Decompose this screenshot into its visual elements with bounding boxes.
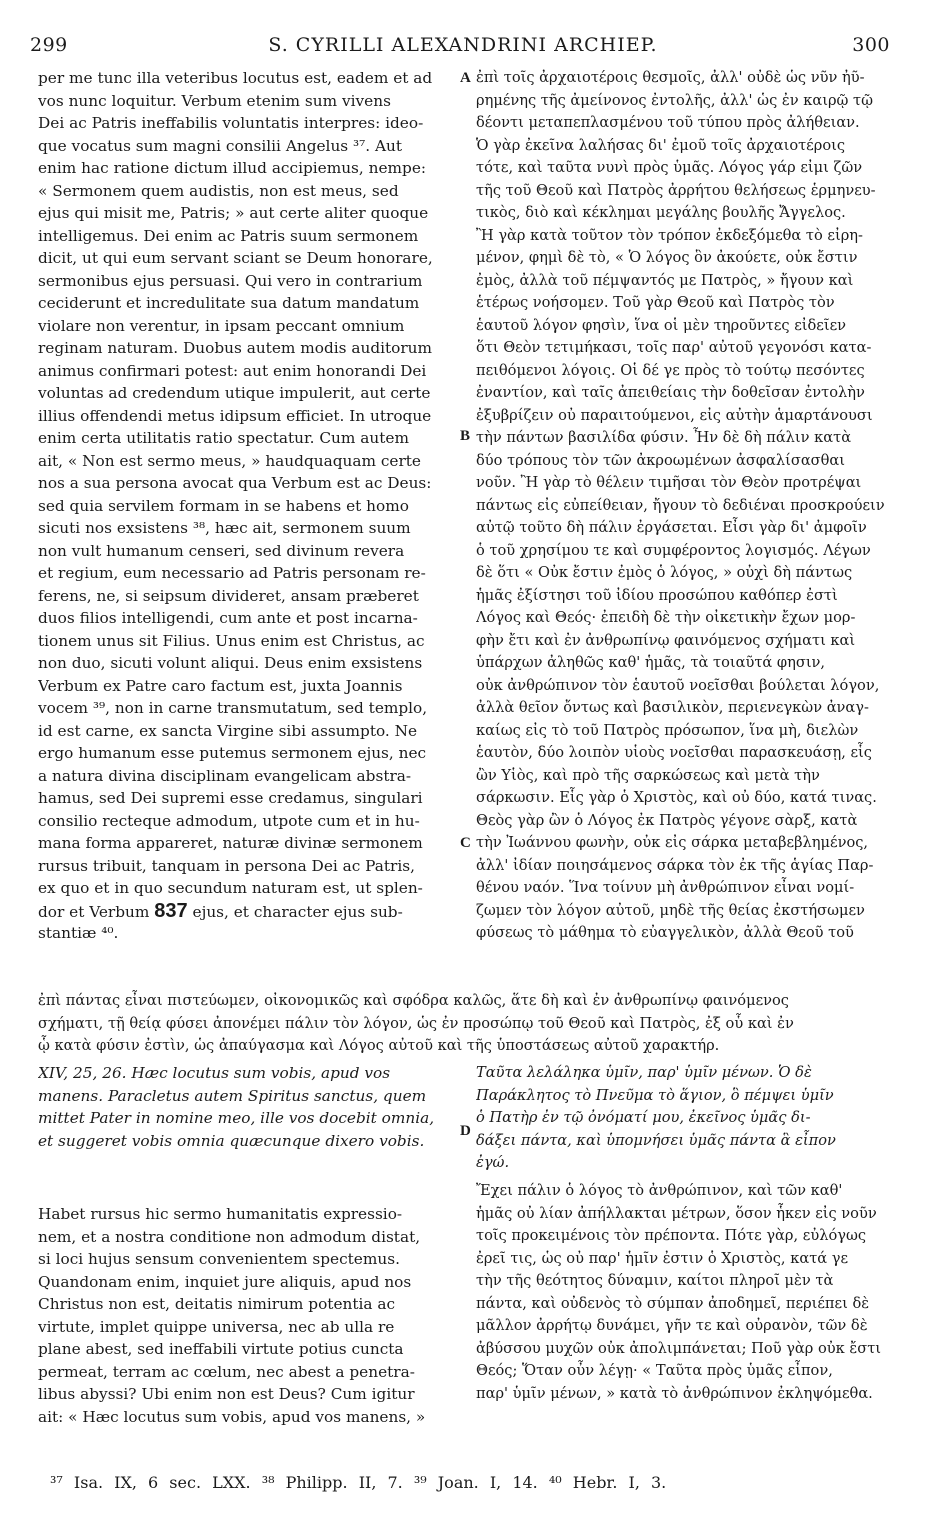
- margin-marker-a: A: [460, 70, 471, 86]
- latin-text-line: mana forma appareret, naturæ divinæ sermonem: [38, 834, 423, 852]
- footnotes: ³⁷ Isa. IX, 6 sec. LXX. ³⁸ Philipp. II, 7. ³⁹ Joan. I, 14. ⁴⁰ Hebr. I, 3.: [50, 1473, 667, 1492]
- latin-line-last: stantiæ ⁴⁰.: [38, 924, 119, 942]
- latin-text-line: duos filios intelligendi, cum ante et post incarna-: [38, 609, 418, 627]
- greek-column-upper: [476, 67, 888, 945]
- greek-text-line: πάντα, καὶ οὐδενὸς τὸ σύμπαν ἀποδημεῖ, περιέπει δὲ: [476, 1294, 870, 1312]
- latin-text-line: per me tunc illa veteribus locutus est, eadem et ad: [38, 69, 433, 87]
- latin-text-line: id est carne, ex sancta Virgine sibi assumpto. Ne: [38, 721, 418, 740]
- latin-text-line: nem, et a nostra conditione non admodum distat,: [38, 1227, 421, 1246]
- greek-full-width: [38, 990, 890, 1058]
- greek-text-line: τὴν πάντων βασιλίδα φύσιν. Ἦν δὲ δὴ πάλιν κατὰ: [476, 429, 852, 446]
- latin-text-line: que vocatus sum magni consilii Angelus ³⁷. Aut: [38, 136, 403, 155]
- greek-text-line: τὴν Ἰωάννου φωνὴν, οὐκ εἰς σάρκα μεταβεβλημένος,: [476, 834, 869, 851]
- latin-lemma-lines: [38, 1062, 456, 1152]
- greek-text-line: Ὁ γὰρ ἐκεῖνα λαλήσας δι' ἐμοῦ τοῖς ἀρχαιοτέροις: [476, 136, 846, 154]
- greek-text-line: ἐρεῖ τις, ὡς οὐ παρ' ἡμῖν ἐστιν ὁ Χριστὸς, κατά γε: [476, 1249, 849, 1267]
- latin-text-line: animus confirmari potest: aut enim honorandi Dei: [38, 361, 427, 380]
- latin-lemma: [38, 1062, 456, 1152]
- latin-lemma-line: mittet Pater in nomine meo, ille vos docebit omnia,: [38, 1109, 435, 1127]
- page-number-left: 299: [30, 34, 68, 56]
- latin-text-line: « Sermonem quem audistis, non est meus, sed: [38, 181, 399, 200]
- latin-column-lower: [38, 1203, 456, 1428]
- greek-lower-lines: [476, 1180, 888, 1405]
- latin-text-line: a natura divina disciplinam evangelicam abstra-: [38, 766, 412, 785]
- latin-text-line: non duo, sicuti volunt aliqui. Deus enim exsistens: [38, 654, 423, 672]
- latin-text-line: Habet rursus hic sermo humanitatis expressio-: [38, 1205, 403, 1223]
- latin-text-line: nos a sua persona avocat qua Verbum est ac Deus:: [38, 474, 432, 492]
- greek-text-line: ἑαυτὸν, δύο λοιπὸν υἱοὺς νοεῖσθαι παρασκευάσῃ, εἷς: [476, 744, 872, 761]
- greek-lemma-line: Παράκλητος τὸ Πνεῦμα τὸ ἅγιον, ὃ πέμψει ὑμῖν: [476, 1086, 834, 1104]
- latin-text-line: Dei ac Patris ineffabilis voluntatis interpres: ideo-: [38, 114, 424, 132]
- margin-marker-c: C: [460, 835, 471, 851]
- greek-full-text-line: ᾧ κατὰ φύσιν ἐστὶν, ὡς ἀπαύγασμα καὶ Λόγος αὐτοῦ καὶ τῆς ὑποστάσεως αὐτοῦ χαρακτήρ.: [38, 1037, 720, 1054]
- greek-text-line: ἑτέρως νοήσομεν. Τοῦ γὰρ Θεοῦ καὶ Πατρὸς τὸν: [476, 294, 835, 311]
- greek-text-line: δὲ ὅτι « Οὐκ ἔστιν ἐμὸς ὁ λόγος, » οὐχὶ δὴ πάντως: [476, 564, 853, 581]
- latin-text-line: Verbum ex Patre caro factum est, juxta Joannis: [38, 676, 403, 695]
- greek-text-line: τικὸς, διὸ καὶ κέκλημαι μεγάλης βουλῆς Ἄγγελος.: [476, 204, 846, 221]
- latin-column-upper: [38, 67, 456, 945]
- greek-text-line: μένον, φημὶ δὲ τὸ, « Ὁ λόγος ὃν ἀκούετε, οὐκ ἔστιν: [476, 249, 858, 266]
- latin-splendor-post: ejus, et character ejus sub-: [192, 902, 403, 921]
- page-number-right: 300: [852, 34, 890, 56]
- latin-lemma-line: et suggeret vobis omnia quæcunque dixero vobis.: [38, 1131, 425, 1150]
- greek-text-line: ἡμᾶς ἐξίστησι τοῦ ἰδίου προσώπου καθόπερ ἐστὶ: [476, 586, 838, 604]
- latin-text-line: hamus, sed Dei supremi esse credamus, singulari: [38, 789, 423, 807]
- greek-text-line: Ἢ γὰρ κατὰ τοῦτον τὸν τρόπον ἐκδεξόμεθα τὸ εἰρη-: [476, 226, 863, 244]
- greek-lemma-line: ὁ Πατὴρ ἐν τῷ ὀνόματί μου, ἐκεῖνος ὑμᾶς δι-: [476, 1109, 811, 1126]
- latin-text-line: virtute, implet quippe universa, nec ab ulla re: [38, 1317, 395, 1336]
- greek-text-line: ὅτι Θεὸν τετιμήκασι, τοῖς παρ' αὐτοῦ γεγονόσι κατα-: [476, 339, 872, 356]
- greek-text-line: ρημένης τῆς ἀμείνονος ἐντολῆς, ἀλλ' ὡς ἐν καιρῷ τῷ: [476, 91, 874, 109]
- greek-text-line: ζωμεν τὸν λόγον αὐτοῦ, μηδὲ τῆς θείας ἐκστήσωμεν: [476, 901, 865, 919]
- greek-full-lines: [38, 990, 890, 1058]
- latin-text-line: sicuti nos exsistens ³⁸, hæc ait, sermonem suum: [38, 519, 411, 537]
- latin-splendor-pre: dor et Verbum: [38, 902, 150, 921]
- greek-text-line: ἀλλ' ἰδίαν ποιησάμενος σάρκα τὸν ἐκ τῆς ἁγίας Παρ-: [476, 856, 874, 874]
- greek-text-line: φὴν ἔτι καὶ ἐν ἀνθρωπίνῳ φαινόμενος σχήματι καὶ: [476, 631, 856, 649]
- greek-text-line: μᾶλλον ἀρρήτῳ δυνάμει, γῆν τε καὶ οὐρανὸν, τῶν δὲ: [476, 1317, 868, 1334]
- greek-lemma-lines: [476, 1062, 888, 1175]
- greek-text-line: ἀλλὰ θεῖον ὄντως καὶ βασιλικὸν, περιενεγκὼν ἀναγ-: [476, 699, 869, 716]
- greek-lemma-line: ἐγώ.: [476, 1154, 510, 1171]
- latin-text-line: ait: « Hæc locutus sum vobis, apud vos manens, »: [38, 1407, 426, 1426]
- latin-text-line: enim certa utilitatis ratio spectatur. Cum autem: [38, 429, 409, 447]
- greek-text-line: παρ' ὑμῖν μένων, » κατὰ τὸ ἀνθρώπινον ἐκληψόμεθα.: [476, 1384, 873, 1402]
- greek-upper-lines: [476, 67, 888, 945]
- greek-text-line: καίως εἰς τὸ τοῦ Πατρὸς πρόσωπον, ἵνα μὴ, διελὼν: [476, 721, 859, 739]
- latin-text-line: dicit, ut qui eum servant sciant se Deum honorare,: [38, 249, 433, 267]
- greek-text-line: πειθόμενοι λόγοις. Οἱ δέ γε πρὸς τὸ τούτῳ πεσόντες: [476, 361, 865, 379]
- greek-text-line: τῆς τοῦ Θεοῦ καὶ Πατρὸς ἀρρήτου θελήσεως ἑρμηνευ-: [476, 181, 876, 199]
- greek-text-line: ἡμᾶς οὐ λίαν ἀπήλλακται μέτρων, ὅσον ἧκεν εἰς νοῦν: [476, 1204, 877, 1222]
- latin-text-line: reginam naturam. Duobus autem modis auditorum: [38, 339, 433, 357]
- latin-text-line: violare non verentur, in ipsam peccant omnium: [38, 316, 405, 335]
- greek-text-line: δέοντι μεταπεπλασμένου τοῦ τύπου πρὸς ἀλήθειαν.: [476, 114, 860, 131]
- latin-text-line: vos nunc loquitur. Verbum etenim sum vivens: [38, 91, 391, 110]
- latin-lemma-line: manens. Paracletus autem Spiritus sanctus, quem: [38, 1086, 427, 1105]
- greek-text-line: φύσεως τὸ μάθημα τὸ εὐαγγελικὸν, ἀλλὰ Θεοῦ τοῦ: [476, 924, 854, 941]
- latin-text-line: intelligemus. Dei enim ac Patris suum sermonem: [38, 226, 419, 245]
- latin-text-line: ergo humanum esse putemus sermonem ejus, nec: [38, 744, 427, 762]
- latin-text-line: si loci hujus sensum convenientem spectemus.: [38, 1250, 400, 1268]
- greek-full-text-line: ἐπὶ πάντας εἶναι πιστεύωμεν, οἰκονομικῶς καὶ σφόδρα καλῶς, ἅτε δὴ καὶ ἐν ἀνθρωπίνῳ φαινόμενος: [38, 992, 789, 1009]
- greek-text-line: νοῦν. Ἢ γὰρ τὸ θέλειν τιμῆσαι τὸν Θεὸν προτρέψαι: [476, 474, 862, 491]
- latin-text-line: Quandonam enim, inquiet jure aliquis, apud nos: [38, 1272, 412, 1291]
- greek-text-line: ἐξυβρίζειν οὐ παραιτούμενοι, εἰς αὐτὴν ἁμαρτάνουσι: [476, 406, 873, 424]
- greek-text-line: σάρκωσιν. Εἷς γὰρ ὁ Χριστὸς, καὶ οὐ δύο, κατά τινας.: [476, 789, 877, 806]
- latin-text-line: rursus tribuit, tanquam in persona Dei ac Patris,: [38, 856, 415, 875]
- latin-lemma-line: XIV, 25, 26. Hæc locutus sum vobis, apud vos: [38, 1064, 391, 1082]
- latin-text-line: sed quia servilem formam in se habens et homo: [38, 496, 409, 515]
- greek-text-line: Θεὸς γὰρ ὢν ὁ Λόγος ἐκ Πατρὸς γέγονε σὰρξ, κατὰ: [476, 811, 858, 829]
- latin-text-line: non vult humanum censeri, sed divinum revera: [38, 541, 405, 560]
- latin-text-line: plane abest, sed ineffabili virtute potius cuncta: [38, 1340, 404, 1358]
- latin-upper-lines: [38, 67, 456, 900]
- latin-text-line: tionem unus sit Filius. Unus enim est Christus, ac: [38, 631, 425, 650]
- latin-text-line: ex quo et in quo secundum naturam est, ut splen-: [38, 879, 423, 897]
- latin-text-line: enim hac ratione dictum illud accipiemus, nempe:: [38, 159, 427, 177]
- greek-text-line: θένου ναόν. Ἵνα τοίνυν μὴ ἀνθρώπινον εἶναι νομί-: [476, 879, 855, 896]
- greek-text-line: ὁ τοῦ χρησίμου τε καὶ συμφέροντος λογισμός. Λέγων: [476, 541, 871, 559]
- latin-text-line: et regium, eum necessario ad Patris personam re-: [38, 564, 426, 582]
- latin-text-line: illius offendendi metus idipsum efficiet. In utroque: [38, 406, 432, 425]
- latin-text-line: vocem ³⁹, non in carne transmutatum, sed templo,: [38, 699, 428, 717]
- greek-column-lower: [476, 1180, 888, 1405]
- greek-full-text-line: σχήματι, τῇ θείᾳ φύσει ἀπονέμει πάλιν τὸν λόγον, ὡς ἐν προσώπῳ τοῦ Θεοῦ καὶ Πατρὸς, ἐξ οὗ καὶ ἐν: [38, 1014, 794, 1032]
- latin-lower-lines: [38, 1203, 456, 1428]
- margin-marker-b: B: [460, 428, 471, 444]
- greek-text-line: Θεός; Ὅταν οὖν λέγῃ· « Ταῦτα πρὸς ὑμᾶς εἶπον,: [476, 1362, 833, 1379]
- greek-text-line: ἐπὶ τοῖς ἀρχαιοτέροις θεσμοῖς, ἀλλ' οὐδὲ ὡς νῦν ἠῦ-: [476, 69, 865, 86]
- latin-text-line: consilio recteque admodum, utpote cum et in hu-: [38, 811, 420, 830]
- greek-text-line: τὴν τῆς θεότητος δύναμιν, καίτοι πληροῖ μὲν τὰ: [476, 1272, 834, 1289]
- latin-text-line: ceciderunt et incredulitate sua datum mandatum: [38, 294, 420, 312]
- latin-text-line: ferens, ne, si seipsum divideret, ansam præberet: [38, 586, 419, 605]
- column-number-837: 837: [154, 899, 188, 922]
- latin-text-line: sermonibus ejus persuasi. Qui vero in contrarium: [38, 271, 423, 290]
- greek-text-line: Λόγος καὶ Θεός· ἐπειδὴ δὲ τὴν οἰκετικὴν ἔχων μορ-: [476, 609, 856, 626]
- greek-text-line: δύο τρόπους τὸν τῶν ἀκροωμένων ἀσφαλίσασθαι: [476, 451, 846, 469]
- greek-lemma: [476, 1062, 888, 1175]
- greek-text-line: ὑπάρχων ἀληθῶς καθ' ἡμᾶς, τὰ τοιαῦτά φησιν,: [476, 654, 826, 671]
- running-title: S. CYRILLI ALEXANDRINI ARCHIEP.: [268, 34, 658, 56]
- latin-line-splendor: [38, 900, 456, 923]
- latin-text-line: libus abyssi? Ubi enim non est Deus? Cum igitur: [38, 1385, 415, 1403]
- greek-text-line: οὐκ ἀνθρώπινον τὸν ἑαυτοῦ νοεῖσθαι βούλεται λόγον,: [476, 676, 880, 694]
- greek-text-line: τοῖς προκειμένοις τὸν πρέποντα. Πότε γὰρ, εὐλόγως: [476, 1227, 867, 1244]
- greek-lemma-line: Ταῦτα λελάληκα ὑμῖν, παρ' ὑμῖν μένων. Ὁ δὲ: [476, 1064, 812, 1081]
- greek-text-line: αὐτῷ τοῦτο δὴ πάλιν ἐργάσεται. Εἶσι γὰρ δι' ἀμφοῖν: [476, 519, 867, 536]
- latin-text-line: voluntas ad credendum utique impulerit, aut certe: [38, 384, 431, 402]
- latin-text-line: permeat, terram ac cœlum, nec abest a penetra-: [38, 1362, 415, 1381]
- greek-text-line: ἐμὸς, ἀλλὰ τοῦ πέμψαντός με Πατρὸς, » ἤγουν καὶ: [476, 271, 854, 289]
- greek-text-line: ἐναντίον, καὶ ταῖς ἀπειθείαις τὴν δοθεῖσαν ἐντολὴν: [476, 384, 865, 401]
- latin-text-line: ait, « Non est sermo meus, » haudquaquam certe: [38, 451, 421, 470]
- latin-text-line: ejus qui misit me, Patris; » aut certe aliter quoque: [38, 204, 429, 222]
- latin-text-line: Christus non est, deitatis nimirum potentia ac: [38, 1295, 396, 1313]
- greek-lemma-line: δάξει πάντα, καὶ ὑπομνήσει ὑμᾶς πάντα ἃ εἶπον: [476, 1131, 836, 1149]
- greek-text-line: ἑαυτοῦ λόγον φησὶν, ἵνα οἱ μὲν τηροῦντες εἰδεῖεν: [476, 316, 846, 334]
- greek-text-line: τότε, καὶ ταῦτα νυνὶ πρὸς ὑμᾶς. Λόγος γάρ εἰμι ζῶν: [476, 159, 863, 176]
- greek-text-line: ὢν Υἱὸς, καὶ πρὸ τῆς σαρκώσεως καὶ μετὰ τὴν: [476, 766, 820, 784]
- margin-marker-d: D: [460, 1123, 471, 1139]
- greek-text-line: ἀβύσσου μυχῶν οὐκ ἀπολιμπάνεται; Ποῦ γὰρ οὐκ ἔστι: [476, 1339, 882, 1357]
- greek-text-line: Ἔχει πάλιν ὁ λόγος τὸ ἀνθρώπινον, καὶ τῶν καθ': [476, 1182, 843, 1199]
- greek-text-line: πάντως εἰς εὐπείθειαν, ἤγουν τὸ δεδιέναι προσκρούειν: [476, 496, 885, 514]
